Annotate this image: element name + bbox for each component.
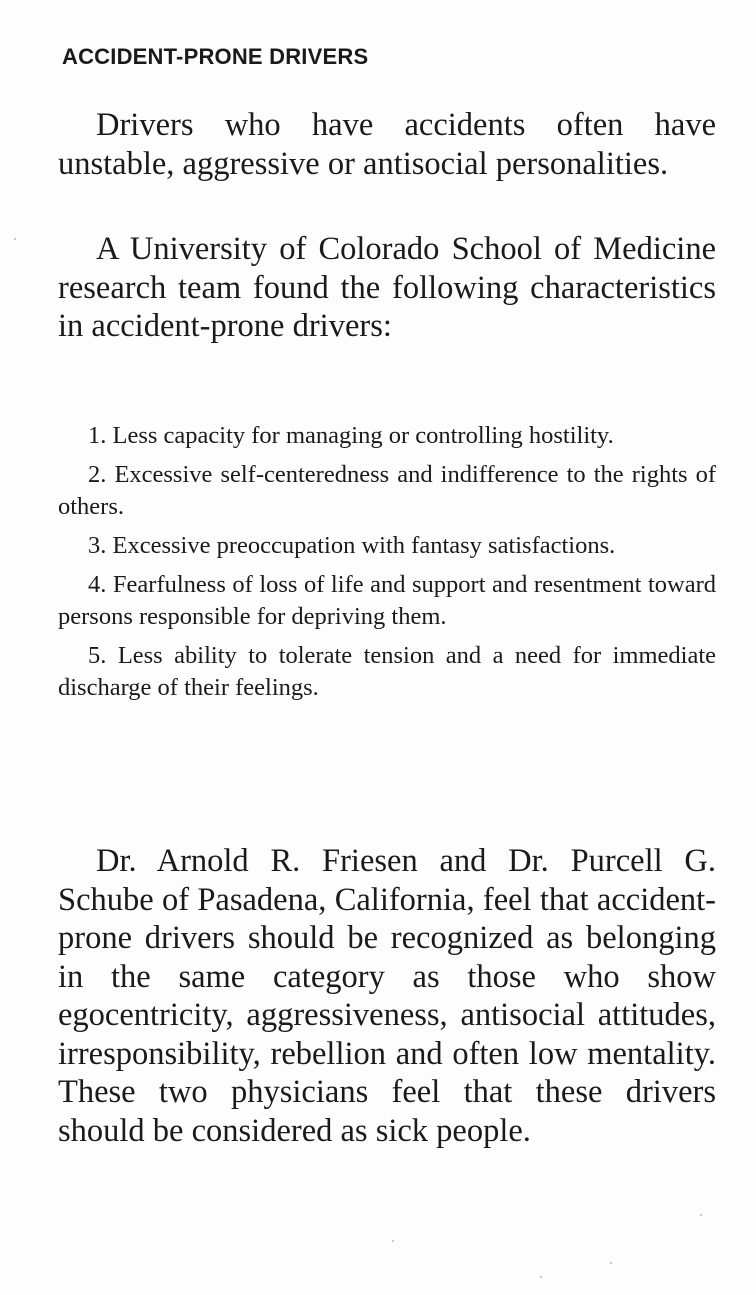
list-item [58,530,716,562]
scan-speck [610,1262,612,1264]
scan-speck [700,1214,702,1216]
article-heading: ACCIDENT-PRONE DRIVERS [62,44,369,69]
list-item-text: Excessive preoccupation with fantasy satisfactions. [112,532,616,559]
list-item [58,459,716,523]
list-item-number: 3. [88,532,107,559]
list-item-number: 2. [88,461,107,488]
intro-paragraph-1: Drivers who have accidents often have unstable, aggressive or antisocial personalities. [58,107,716,182]
list-item-number: 4. [88,571,107,598]
characteristics-list [58,420,716,711]
list-item-text: Fearfulness of loss of life and support and resentment toward persons responsible for depriving them. [58,571,716,630]
scan-speck [540,1276,542,1278]
list-item-text: Less ability to tolerate tension and a need for immediate discharge of their feelings. [58,642,716,701]
list-item [58,640,716,704]
list-item-text: Less capacity for managing or controlling hostility. [112,422,614,449]
list-item-number: 5. [88,642,107,669]
list-item [58,420,716,452]
intro-paragraph-2: A University of Colorado School of Medicine research team found the following characteristics in accident-prone drivers: [58,231,716,344]
scan-speck [392,1240,394,1242]
scan-speck [14,238,16,240]
list-item [58,569,716,633]
closing-paragraph: Dr. Arnold R. Friesen and Dr. Purcell G. Schube of Pasadena, California, feel that accident-prone drivers should be recognized as belonging in the same category as those who show egocentricity, aggressiveness, antisocial attitudes, irresponsibility, rebellion and often low mentality. These two physicians feel that these drivers should be considered as sick people. [58,843,716,1149]
list-item-text: Excessive self-centeredness and indifference to the rights of others. [58,461,716,520]
list-item-number: 1. [88,422,107,449]
